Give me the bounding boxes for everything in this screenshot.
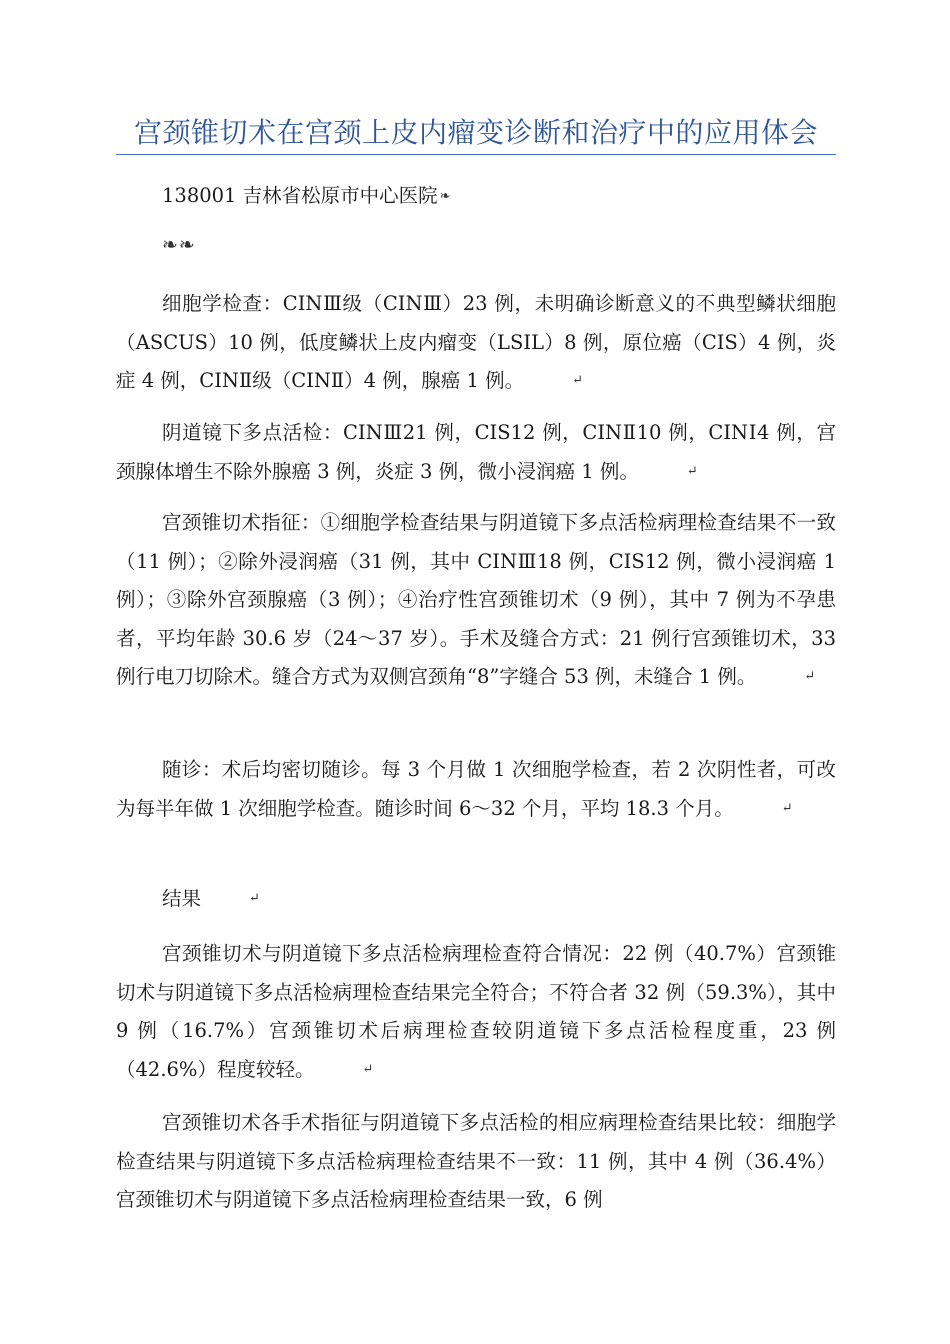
paragraph-text: 细胞学检查：CINⅢ级（CINⅢ）23 例，未明确诊断意义的不典型鳞状细胞（ASCUS）10 例，低度鳞状上皮内瘤变（LSIL）8 例，原位癌（CIS）4 例，炎症 4 例，CINⅡ级（CINⅡ）4 例，腺癌 1 例。 bbox=[116, 292, 836, 392]
title-underline bbox=[116, 154, 836, 155]
paragraph-mark-icon: ↵ bbox=[362, 1061, 374, 1077]
paragraph-cytology bbox=[116, 285, 836, 401]
paragraph-mark-icon: ↵ bbox=[781, 800, 793, 816]
paragraph-comparison bbox=[116, 1104, 836, 1220]
paragraph-concordance bbox=[116, 935, 836, 1089]
paragraph-mark-icon: ↵ bbox=[572, 373, 583, 389]
section-heading-results bbox=[116, 880, 836, 919]
document-title: 宫颈锥切术在宫颈上皮内瘤变诊断和治疗中的应用体会 bbox=[133, 116, 818, 149]
paragraph-followup bbox=[116, 751, 836, 828]
affiliation-line bbox=[162, 180, 451, 213]
paragraph-text: 宫颈锥切术与阴道镜下多点活检病理检查符合情况：22 例（40.7%）宫颈锥切术与阴道镜下多点活检病理检查结果完全符合；不符合者 32 例（59.3%），其中 9 例（16.7%）宫颈锥切术后病理检查较阴道镜下多点活检程度重，23 例（42.6%）程度较轻。 bbox=[116, 942, 836, 1081]
ornament-mark-icon: ❧ bbox=[439, 188, 451, 204]
paragraph-text: 结果 bbox=[162, 887, 202, 910]
paragraph-indications bbox=[116, 504, 836, 697]
paragraph-text: 宫颈锥切术指征：①细胞学检查结果与阴道镜下多点活检病理检查结果不一致（11 例）；②除外浸润癌（31 例，其中 CINⅢ18 例，CIS12 例，微小浸润癌 1 例）；③除外宫颈腺癌（3 例）；④治疗性宫颈锥切术（9 例），其中 7 例为不孕患者，平均年龄 30.6 岁（24～37 岁）。手术及缝合方式：21 例行宫颈锥切术，33 例行电刀切除术。缝合方式为双侧宫颈角“8”字缝合 53 例，未缝合 1 例。 bbox=[116, 511, 836, 688]
paragraph-text: 阴道镜下多点活检：CINⅢ21 例，CIS12 例，CINⅡ10 例，CINⅠ4 例，宫颈腺体增生不除外腺癌 3 例，炎症 3 例，微小浸润癌 1 例。 bbox=[116, 421, 836, 483]
paragraph-text: 宫颈锥切术各手术指征与阴道镜下多点活检的相应病理检查结果比较：细胞学检查结果与阴道镜下多点活检病理检查结果不一致：11 例，其中 4 例（36.4%）宫颈锥切术与阴道镜下多点活检病理检查结果一致，6 例 bbox=[116, 1111, 836, 1211]
ornament-icon: ❧❧ bbox=[162, 234, 196, 256]
paragraph-biopsy bbox=[116, 414, 836, 491]
paragraph-mark-icon: ↵ bbox=[249, 891, 260, 907]
paragraph-text: 随诊：术后均密切随诊。每 3 个月做 1 次细胞学检查，若 2 次阴性者，可改为每半年做 1 次细胞学检查。随诊时间 6～32 个月，平均 18.3 个月。 bbox=[116, 758, 836, 820]
affiliation-text: 138001 吉林省松原市中心医院 bbox=[162, 184, 438, 207]
paragraph-mark-icon: ↵ bbox=[686, 463, 698, 479]
paragraph-mark-icon: ↵ bbox=[804, 669, 816, 685]
